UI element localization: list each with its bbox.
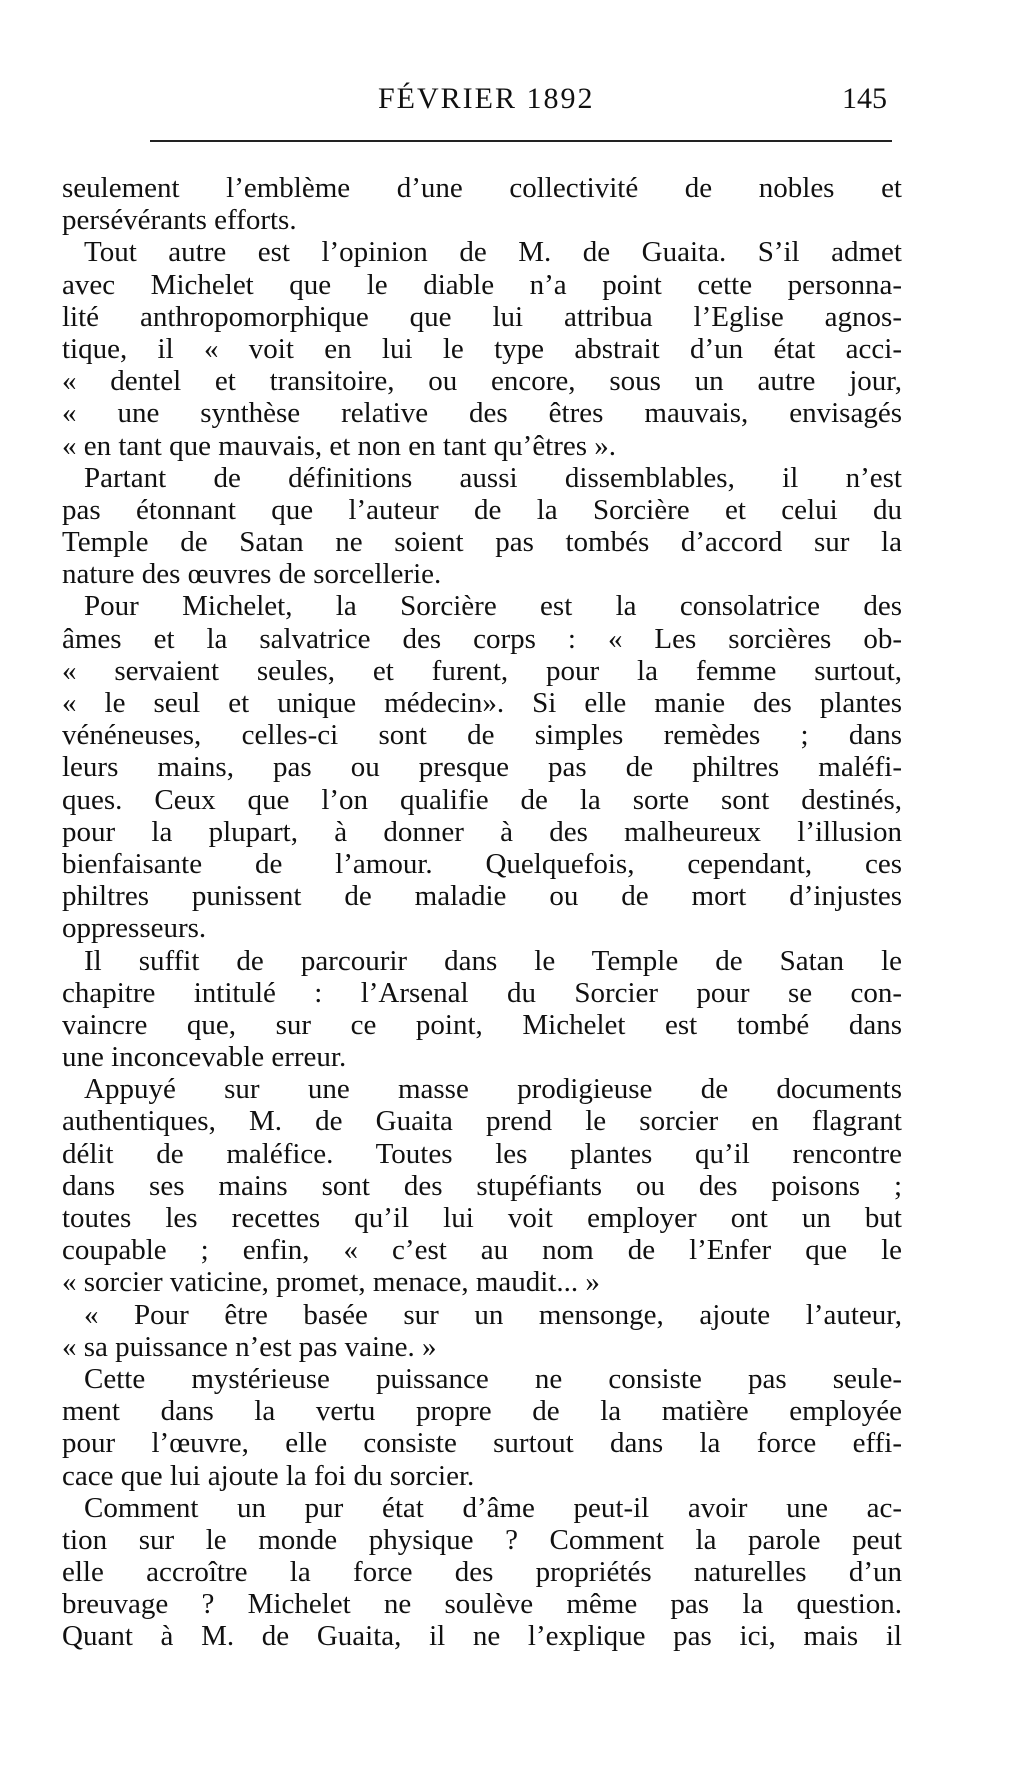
text-line: Pour Michelet, la Sorcière est la consolatrice des: [84, 590, 902, 623]
text-line: lité anthropomorphique que lui attribua l’Eglise agnos-: [62, 300, 902, 333]
text-line: Tout autre est l’opinion de M. de Guaita. S’il admet: [84, 236, 902, 269]
text-line: bienfaisante de l’amour. Quelquefois, cependant, ces: [62, 847, 902, 880]
text-line: ques. Ceux que l’on qualifie de la sorte sont destinés,: [62, 783, 902, 816]
text-line: vaincre que, sur ce point, Michelet est tombé dans: [62, 1008, 902, 1041]
text-line: coupable ; enfin, « c’est au nom de l’Enfer que le: [62, 1234, 902, 1267]
text-line: Temple de Satan ne soient pas tombés d’accord sur la: [62, 526, 902, 559]
text-line: persévérants efforts.: [62, 204, 297, 237]
text-line: toutes les recettes qu’il lui voit employer ont un but: [62, 1202, 902, 1234]
text-line: « sorcier vaticine, promet, menace, maudit... »: [62, 1266, 600, 1299]
body-text: [62, 172, 902, 1653]
text-line: oppresseurs.: [62, 912, 207, 945]
text-line: pour l’œuvre, elle consiste surtout dans la force effi-: [62, 1427, 902, 1460]
text-line: authentiques, M. de Guaita prend le sorcier en flagrant: [62, 1105, 902, 1138]
header-rule: [150, 140, 892, 142]
text-line: « le seul et unique médecin». Si elle manie des plantes: [62, 687, 902, 719]
text-line: Il suffit de parcourir dans le Temple de Satan le: [84, 944, 902, 977]
text-line: Comment un pur état d’âme peut-il avoir une ac-: [84, 1491, 902, 1524]
text-line: « dentel et transitoire, ou encore, sous un autre jour,: [62, 365, 902, 398]
text-line: Appuyé sur une masse prodigieuse de documents: [84, 1073, 902, 1106]
text-line: avec Michelet que le diable n’a point cette personna-: [62, 268, 902, 301]
text-line: dans ses mains sont des stupéfiants ou des poisons ;: [62, 1169, 902, 1202]
text-line: nature des œuvres de sorcellerie.: [62, 558, 442, 591]
text-line: Cette mystérieuse puissance ne consiste pas seule-: [84, 1362, 902, 1395]
text-line: « sa puissance n’est pas vaine. »: [62, 1330, 437, 1363]
text-line: philtres punissent de maladie ou de mort d’injustes: [62, 880, 902, 913]
text-line: elle accroître la force des propriétés naturelles d’un: [62, 1556, 902, 1589]
text-line: Partant de définitions aussi dissemblables, il n’est: [84, 461, 902, 494]
text-line: « en tant que mauvais, et non en tant qu’êtres ».: [62, 429, 617, 462]
text-line: breuvage ? Michelet ne soulève même pas la question.: [62, 1588, 902, 1621]
text-line: pour la plupart, à donner à des malheureux l’illusion: [62, 815, 902, 848]
text-line: chapitre intitulé : l’Arsenal du Sorcier pour se con-: [62, 976, 902, 1009]
text-line: âmes et la salvatrice des corps : « Les sorcières ob-: [62, 622, 902, 655]
text-line: pas étonnant que l’auteur de la Sorcière et celui du: [62, 493, 902, 526]
text-line: tique, il « voit en lui le type abstrait d’un état acci-: [62, 332, 902, 365]
text-line: cace que lui ajoute la foi du sorcier.: [62, 1459, 475, 1492]
text-line: seulement l’emblème d’une collectivité de nobles et: [62, 172, 902, 204]
text-line: « une synthèse relative des êtres mauvais, envisagés: [62, 397, 902, 430]
running-header: [0, 82, 1016, 122]
text-line: vénéneuses, celles-ci sont de simples remèdes ; dans: [62, 719, 902, 752]
text-line: « servaient seules, et furent, pour la femme surtout,: [62, 654, 902, 687]
running-title: FÉVRIER 1892: [378, 82, 595, 115]
text-line: une inconcevable erreur.: [62, 1041, 347, 1074]
text-line: Quant à M. de Guaita, il ne l’explique pas ici, mais il: [62, 1620, 902, 1653]
text-line: « Pour être basée sur un mensonge, ajoute l’auteur,: [84, 1298, 902, 1331]
text-line: délit de maléfice. Toutes les plantes qu’il rencontre: [62, 1137, 902, 1170]
text-line: ment dans la vertu propre de la matière employée: [62, 1395, 902, 1428]
text-line: tion sur le monde physique ? Comment la parole peut: [62, 1523, 902, 1556]
page-number: 145: [842, 82, 887, 115]
text-line: leurs mains, pas ou presque pas de philtres maléfi-: [62, 751, 902, 784]
